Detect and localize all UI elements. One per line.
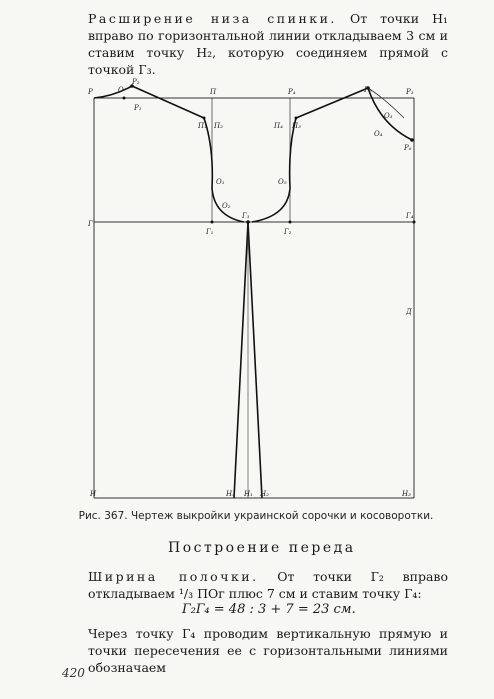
paragraph-vertical-line [88, 625, 448, 676]
pattern-drawing [84, 78, 424, 506]
label-p: Р [88, 88, 93, 96]
figure-caption: Рис. 367. Чертеж выкройки украинской сорочки и косоворотки. [78, 510, 434, 522]
point-marker [246, 220, 250, 224]
label-o2: О₂ [222, 202, 231, 210]
label-pi1: П₁ [198, 122, 207, 130]
label-p6: Р₆ [404, 144, 412, 152]
label-g: Г [88, 220, 93, 228]
label-g2: Г₂ [284, 228, 292, 236]
label-p2: Р₂ [132, 78, 140, 86]
front-shoulder-line [296, 88, 368, 118]
label-h2: Н₂ [260, 490, 269, 498]
label-d: Д [406, 308, 412, 316]
label-p3: Р₃ [406, 88, 414, 96]
label-pi2: П₂ [214, 122, 223, 130]
paragraph-back-hem-extension [88, 10, 448, 78]
label-h: Н [90, 490, 97, 498]
label-p4: Р₄ [288, 88, 296, 96]
label-o5: О₅ [278, 178, 287, 186]
section-heading: Построение переда [168, 540, 356, 556]
flare-line-left [234, 222, 248, 498]
label-p5: Р₅ [364, 86, 372, 94]
label-g1: Г₁ [206, 228, 214, 236]
back-shoulder-line [132, 86, 204, 118]
label-o3: О₃ [384, 112, 393, 120]
formula: Г₂Г₄ = 48 : 3 + 7 = 23 см. [182, 602, 356, 617]
paragraph-title: Расширение низа спинки. [88, 11, 337, 26]
point-marker [211, 221, 214, 224]
label-pi: П [210, 88, 217, 96]
back-neck-curve [94, 86, 132, 98]
label-o4: О₄ [374, 130, 383, 138]
label-g3: Г₃ [242, 212, 250, 220]
page-number: 420 [62, 666, 85, 680]
label-p1: Р₁ [134, 104, 142, 112]
point-marker [295, 117, 298, 120]
point-marker [289, 221, 292, 224]
label-pi3: П₃ [292, 122, 301, 130]
paragraph-text: От точки Г₂ вправо откладываем ¹/₃ ПОг плюс 7 см и ставим точку Г₄: [88, 569, 448, 601]
front-armhole-curve [252, 118, 296, 222]
paragraph-front-width [88, 568, 448, 602]
label-g4: Г₄ [406, 212, 414, 220]
point-marker [410, 138, 414, 142]
flare-line-right [248, 222, 262, 498]
label-o1: О₁ [216, 178, 225, 186]
label-h4: Н₄ [226, 490, 235, 498]
point-marker [123, 97, 126, 100]
label-pi4: П₄ [274, 122, 283, 130]
paragraph-text: От точки Н₁ вправо по горизонтальной линии откладываем 3 см и ставим точку Н₂, которую соединяем прямой с точкой Г₃. [88, 11, 448, 77]
paragraph-title: Ширина полочки. [88, 569, 259, 584]
label-h1: Н₁ [244, 490, 253, 498]
label-h3: Н₃ [402, 490, 411, 498]
point-marker [413, 221, 416, 224]
point-marker [203, 117, 206, 120]
paragraph-text: Через точку Г₄ проводим вертикальную прямую и точки пересечения ее с горизонтальными линиями обозначаем [88, 626, 448, 675]
label-o: О [118, 86, 124, 94]
